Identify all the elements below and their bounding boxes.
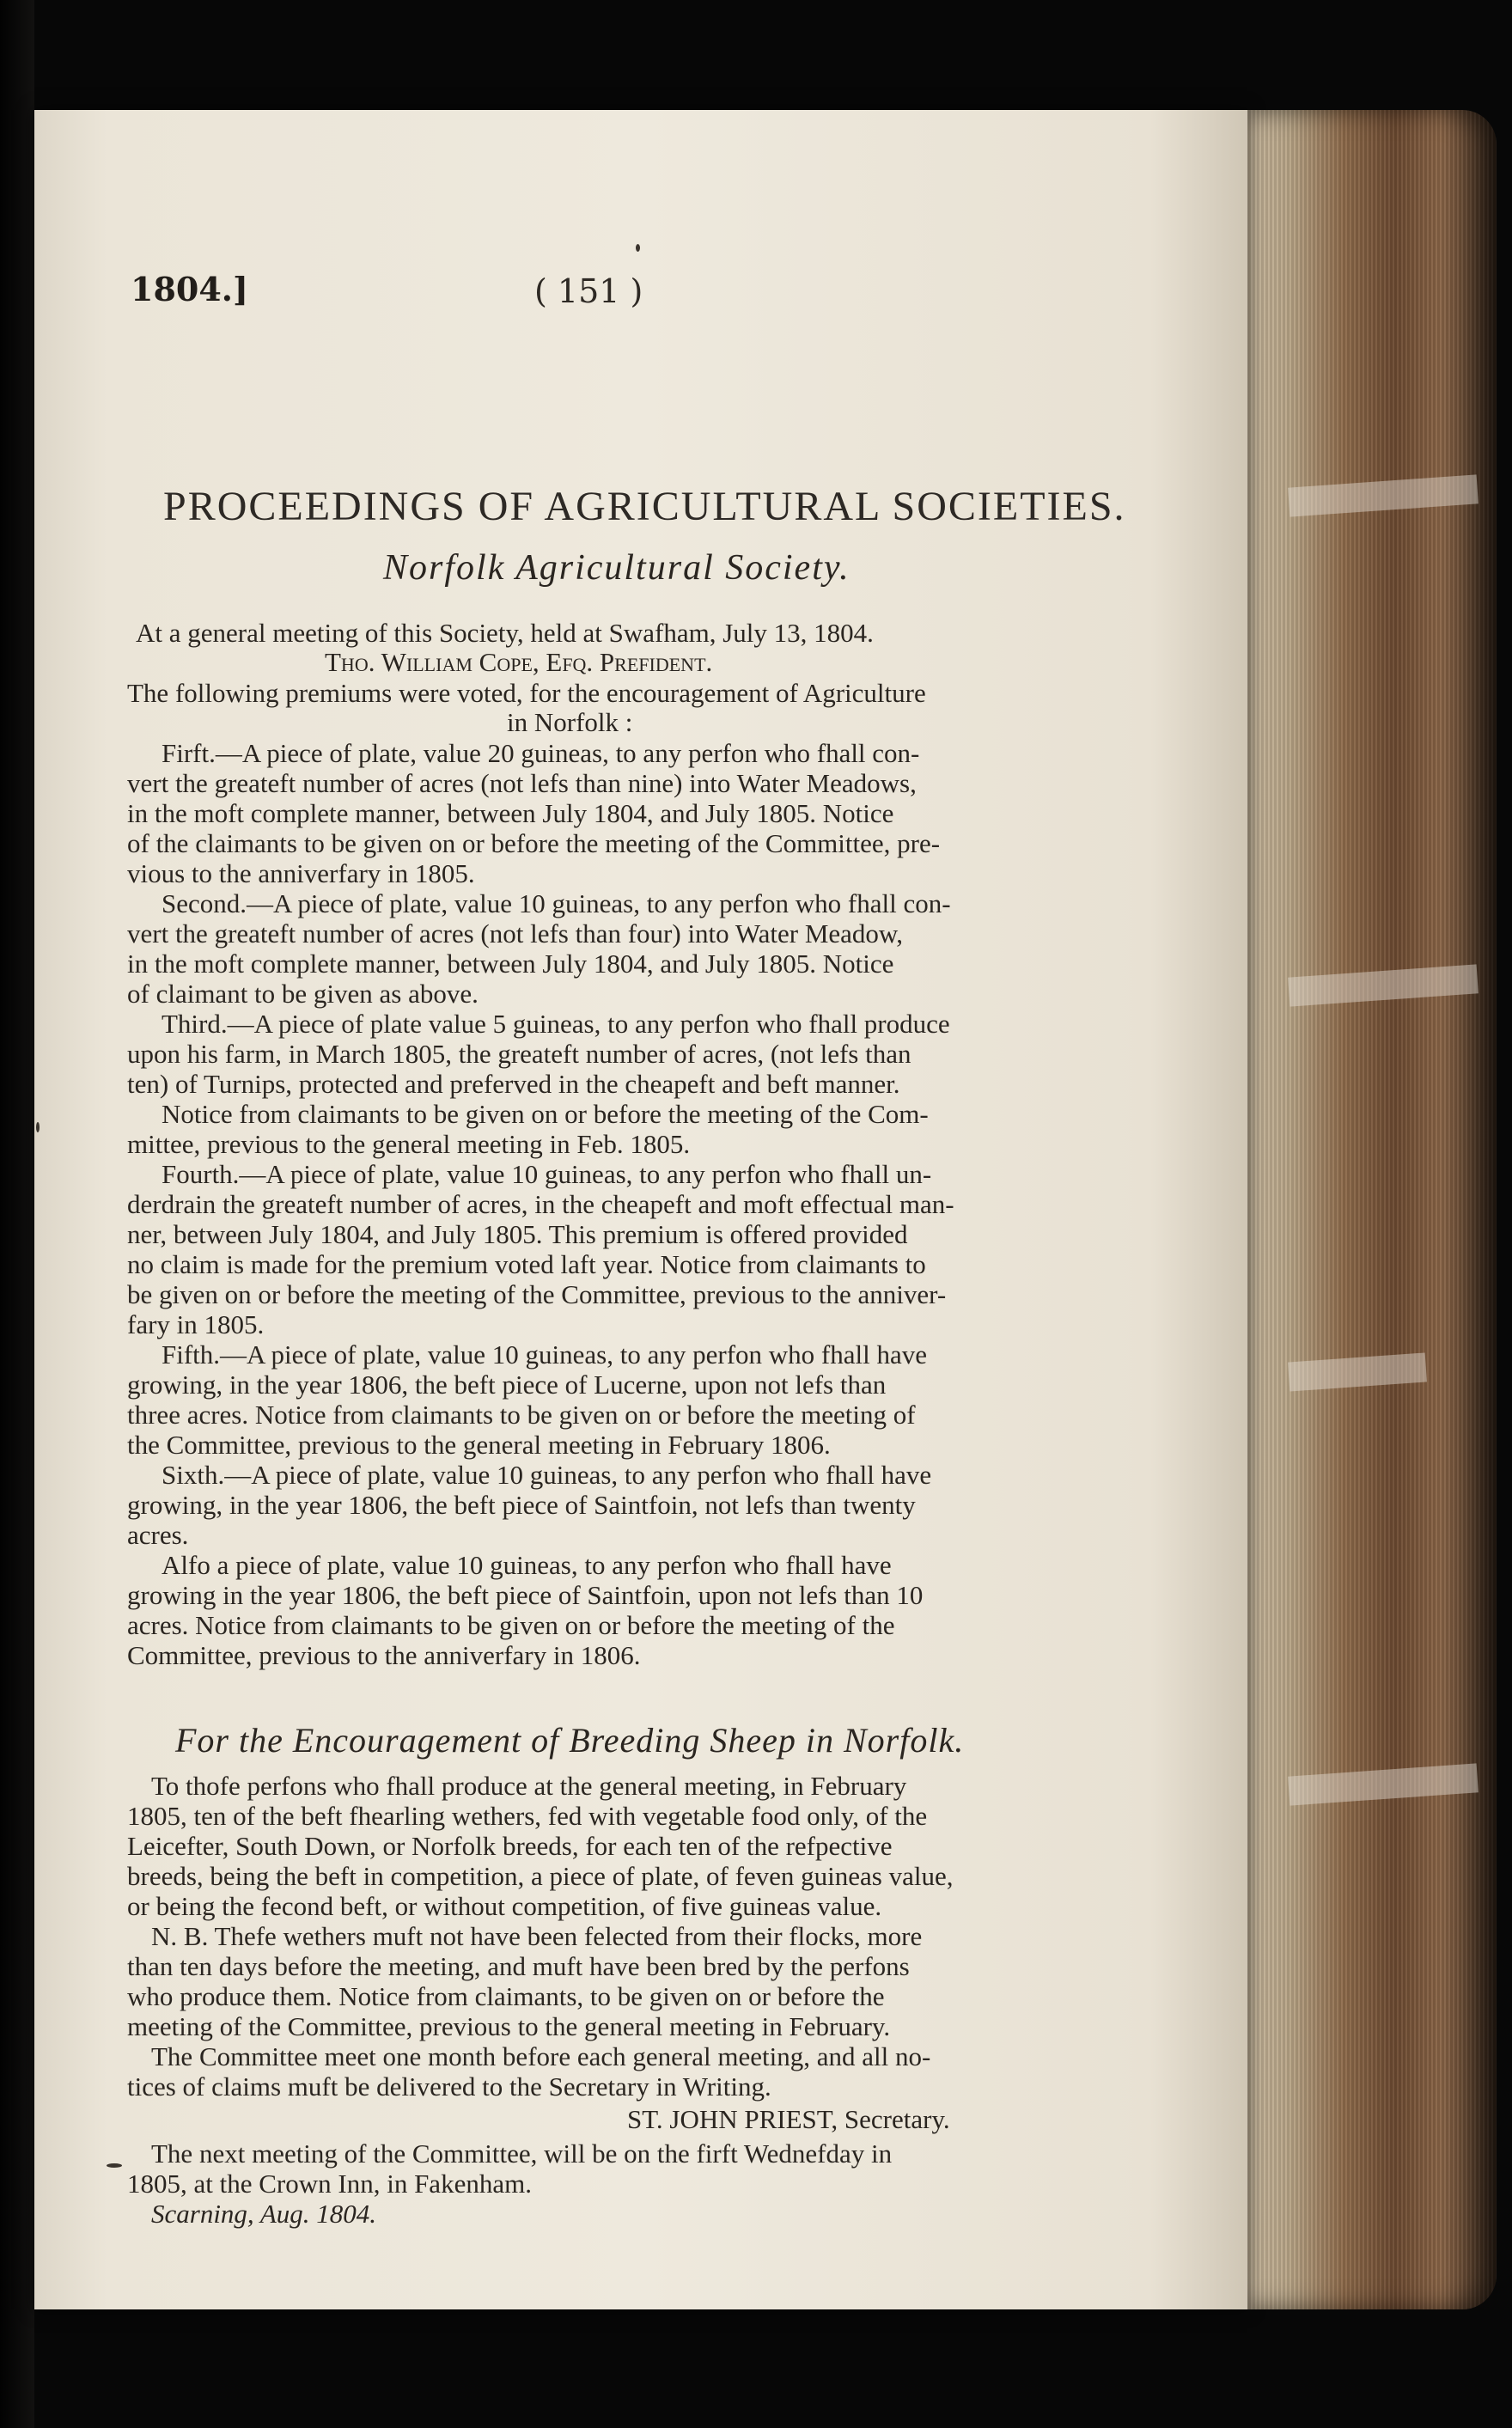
scan-blemish [107, 2163, 122, 2168]
text-line: 1805, ten of the beft fhearling wethers, fed with vegetable food only, of the [127, 1801, 928, 1831]
text-line: of the claimants to be given on or before the meeting of the Committee, pre- [127, 828, 941, 858]
text-line: than ten days before the meeting, and muft have been bred by the perfons [127, 1951, 910, 1981]
text-line: Tho. William Cope, Efq. Prefident. [325, 647, 713, 677]
text-line: Notice from claimants to be given on or before the meeting of the Com- [162, 1099, 929, 1129]
text-line: The Committee meet one month before each general meeting, and all no- [151, 2041, 931, 2071]
text-line: fary in 1805. [127, 1309, 265, 1339]
text-line: ten) of Turnips, protected and preferved in the cheapeft and beft manner. [127, 1069, 900, 1099]
text-line: growing, in the year 1806, the beft piece of Saintfoin, not lefs than twenty [127, 1490, 916, 1520]
text-line: The following premiums were voted, for the encouragement of Agriculture [127, 678, 926, 708]
scan-background-left [0, 0, 34, 2428]
text-line: no claim is made for the premium voted laft year. Notice from claimants to [127, 1249, 926, 1279]
society-heading: Norfolk Agricultural Society. [383, 548, 850, 588]
text-line: meeting of the Committee, previous to the general meeting in February. [127, 2011, 891, 2041]
text-line: who produce them. Notice from claimants, to be given on or before the [127, 1981, 885, 2011]
text-line: Firft.—A piece of plate, value 20 guineas, to any perfon who fhall con- [162, 738, 920, 768]
text-line: Leicefter, South Down, or Norfolk breeds, for each ten of the refpective [127, 1831, 893, 1861]
text-line: 1805, at the Crown Inn, in Fakenham. [127, 2169, 532, 2199]
page-title: PROCEEDINGS OF AGRICULTURAL SOCIETIES. [163, 484, 1126, 529]
text-line: in the moft complete manner, between July 1804, and July 1805. Notice [127, 949, 894, 979]
text-line: three acres. Notice from claimants to be given on or before the meeting of [127, 1400, 916, 1430]
text-line: acres. [127, 1520, 189, 1550]
text-line: upon his farm, in March 1805, the greateft number of acres, (not lefs than [127, 1039, 911, 1069]
text-line: The next meeting of the Committee, will be on the firft Wednefday in [151, 2138, 893, 2169]
text-line: derdrain the greateft number of acres, in the cheapeft and moft effectual man- [127, 1189, 954, 1219]
text-line: tices of claims muft be delivered to the Secretary in Writing. [127, 2071, 771, 2102]
text-line: At a general meeting of this Society, held at Swafham, July 13, 1804. [136, 618, 874, 648]
text-line: breeds, being the beft in competition, a piece of plate, of feven guineas value, [127, 1861, 954, 1891]
scan-blemish [36, 1122, 40, 1132]
text-line: vert the greateft number of acres (not lefs than nine) into Water Meadows, [127, 768, 917, 798]
page-number: ( 151 ) [534, 272, 643, 310]
text-line: Committee, previous to the anniverfary in 1806. [127, 1640, 641, 1670]
text-line: Second.—A piece of plate, value 10 guineas, to any perfon who fhall con- [162, 888, 951, 918]
text-line: Third.—A piece of plate value 5 guineas, to any perfon who fhall produce [162, 1009, 950, 1039]
text-line: vious to the anniverfary in 1805. [127, 858, 475, 888]
dateline: Scarning, Aug. 1804. [151, 2199, 377, 2229]
text-line: To thofe perfons who fhall produce at the general meeting, in February [151, 1771, 907, 1801]
text-line: Fifth.—A piece of plate, value 10 guineas, to any perfon who fhall have [162, 1339, 927, 1370]
text-line: mittee, previous to the general meeting in Feb. 1805. [127, 1129, 691, 1159]
secretary-signature: ST. JOHN PRIEST, Secretary. [627, 2104, 950, 2134]
text-line: growing, in the year 1806, the beft piece of Lucerne, upon not lefs than [127, 1370, 887, 1400]
text-line: ner, between July 1804, and July 1805. This premium is offered provided [127, 1219, 908, 1249]
book-page-edges [1242, 110, 1497, 2309]
text-line: the Committee, previous to the general meeting in February 1806. [127, 1430, 831, 1460]
text-line: of claimant to be given as above. [127, 979, 479, 1009]
book-page [34, 110, 1247, 2309]
running-header-year: 1804.] [131, 270, 248, 308]
text-line: N. B. Thefe wethers muft not have been felected from their flocks, more [151, 1921, 923, 1951]
text-line: growing in the year 1806, the beft piece of Saintfoin, upon not lefs than 10 [127, 1580, 924, 1610]
text-line: Sixth.—A piece of plate, value 10 guineas, to any perfon who fhall have [162, 1460, 932, 1490]
text-line: or being the fecond beft, or without competition, of five guineas value. [127, 1891, 882, 1921]
text-line: Fourth.—A piece of plate, value 10 guineas, to any perfon who fhall un- [162, 1159, 932, 1189]
text-line: in the moft complete manner, between July 1804, and July 1805. Notice [127, 798, 894, 828]
scan-blemish [636, 244, 640, 252]
text-line: acres. Notice from claimants to be given on or before the meeting of the [127, 1610, 895, 1640]
text-line: in Norfolk : [507, 707, 633, 737]
section-heading: For the Encouragement of Breeding Sheep in Norfolk. [175, 1721, 965, 1760]
text-line: Alfo a piece of plate, value 10 guineas, to any perfon who fhall have [162, 1550, 892, 1580]
text-line: be given on or before the meeting of the Committee, previous to the anniver- [127, 1279, 947, 1309]
text-line: vert the greateft number of acres (not lefs than four) into Water Meadow, [127, 918, 904, 949]
